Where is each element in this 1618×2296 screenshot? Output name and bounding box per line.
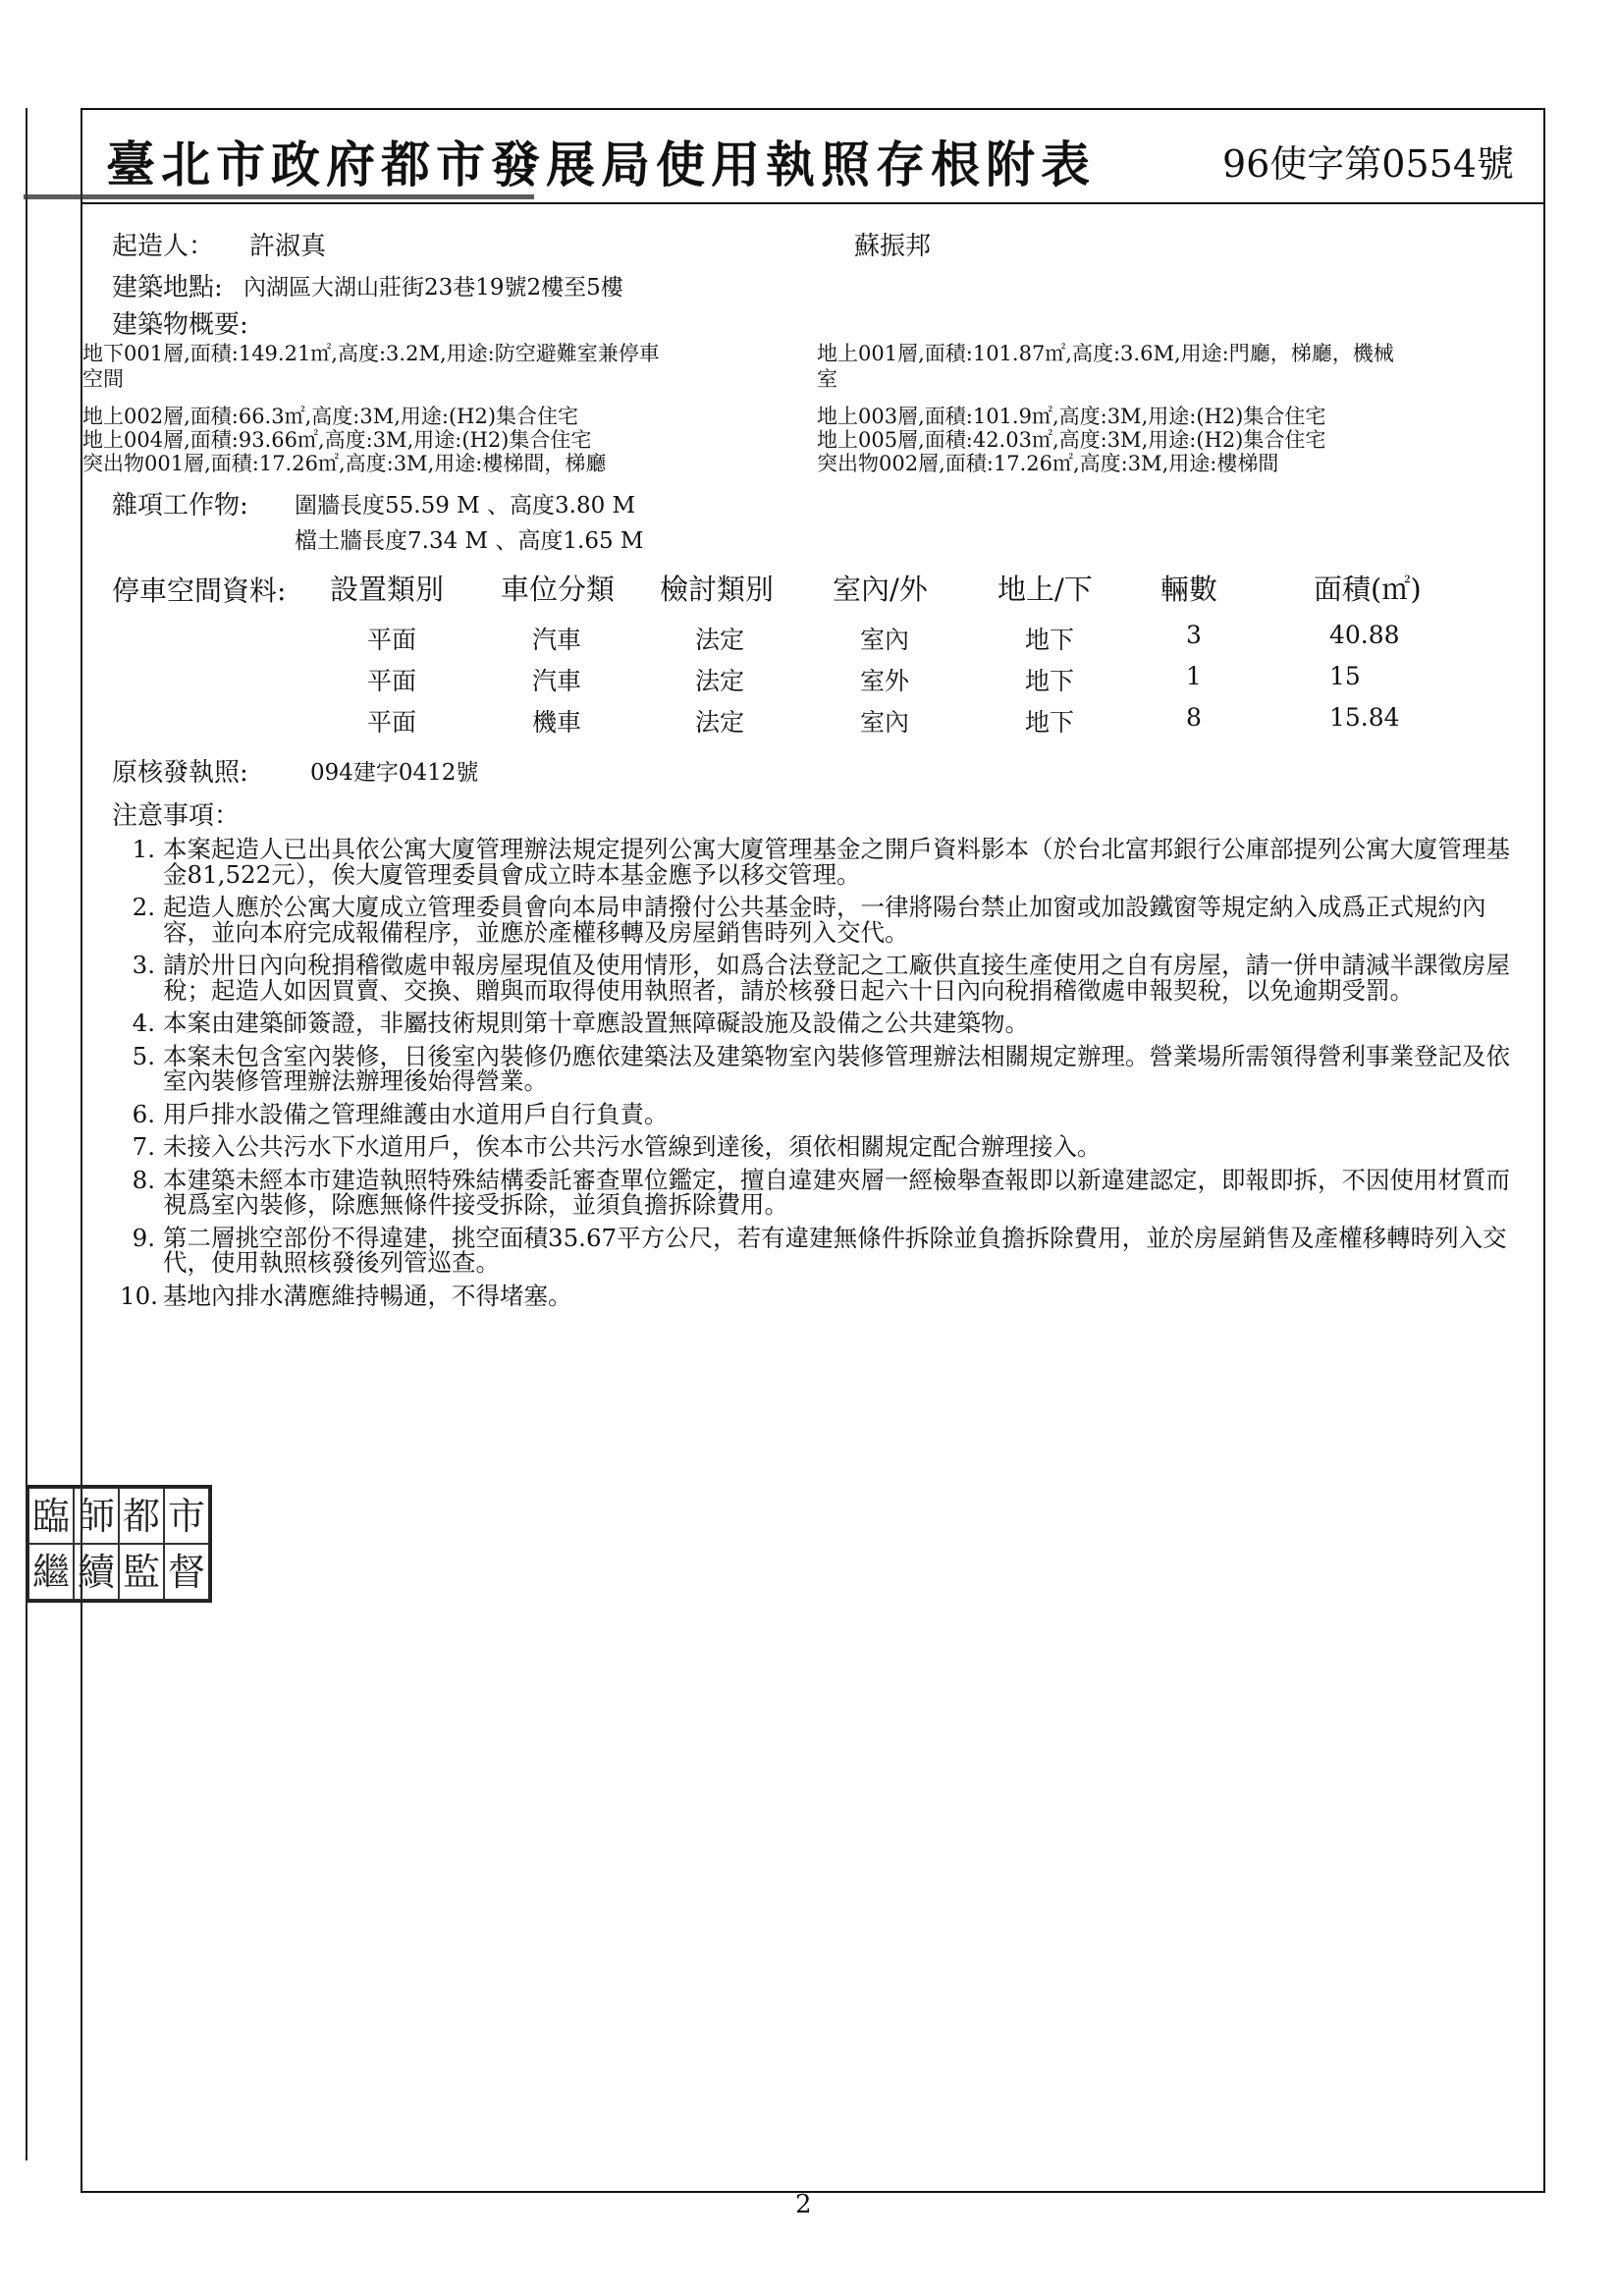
notes-label: 注意事項：	[112, 801, 241, 831]
official-seal-stamp: 臨 師 都 市 繼 續 監 督	[26, 1485, 212, 1603]
note-item: 7. 未接入公共污水下水道用戶，俟本市公共污水管線到達後，須依相關規定配合辦理接入。	[132, 1132, 1102, 1161]
parking-header-count: 輛數	[1160, 573, 1218, 606]
parking-cell: 地下	[1025, 667, 1075, 695]
floor-b001-cont: 空間	[82, 367, 124, 391]
parking-cell: 法定	[695, 667, 745, 695]
parking-cell: 15.84	[1329, 703, 1400, 732]
notes-list	[120, 837, 1534, 1316]
parking-cell: 法定	[695, 626, 745, 654]
note-item: 6. 用戶排水設備之管理維護由水道用戶自行負責。	[132, 1099, 669, 1128]
floor-004: 地上004層,面積:93.66㎡,高度:3M,用途:(H2)集合住宅	[82, 428, 592, 452]
parking-label: 停車空間資料:	[112, 574, 287, 607]
note-item: 10. 基地內排水溝應維持暢通，不得堵塞。	[120, 1281, 572, 1310]
parking-cell: 1	[1186, 662, 1202, 690]
parking-header-class: 車位分類	[501, 573, 616, 606]
note-item: 5. 本案未包含室內裝修，日後室內裝修仍應依建築法及建築物室內裝修管理辦法相關規定辦理。營業場所需領得營利事業登記及依室內裝修管理辦法辦理後始得營業。	[132, 1041, 1510, 1095]
parking-cell: 8	[1186, 703, 1202, 732]
floor-roof-001: 突出物001層,面積:17.26㎡,高度:3M,用途:樓梯間，梯廳	[82, 452, 607, 475]
parking-header-type: 設置類別	[330, 573, 445, 606]
parking-cell: 40.88	[1329, 621, 1400, 649]
note-item: 2. 起造人應於公寓大廈成立管理委員會向本局申請撥付公共基金時，一律將陽台禁止加窗或加設鐵窗等規定納入成爲正式規約內容，並向本府完成報備程序，並應於產權移轉及房屋銷售時列入交代。	[132, 893, 1486, 947]
floor-002: 地上002層,面積:66.3㎡,高度:3M,用途:(H2)集合住宅	[82, 405, 579, 428]
site-label: 建築地點:	[112, 273, 223, 302]
parking-header-area: 面積(㎡)	[1314, 573, 1422, 606]
scan-smear	[24, 194, 534, 199]
floor-001-cont: 室	[817, 367, 837, 391]
parking-header-indoor: 室內/外	[833, 573, 928, 606]
parking-cell: 汽車	[532, 667, 582, 695]
parking-cell: 機車	[532, 708, 582, 737]
applicant-name-2: 蘇振邦	[854, 232, 932, 261]
parking-cell: 平面	[367, 708, 417, 737]
floor-005: 地上005層,面積:42.03㎡,高度:3M,用途:(H2)集合住宅	[817, 428, 1326, 452]
document-frame	[31, 108, 1545, 2193]
page-number: 2	[795, 2190, 812, 2219]
parking-cell: 室內	[860, 626, 910, 654]
parking-cell: 地下	[1025, 708, 1075, 737]
floor-roof-002: 突出物002層,面積:17.26㎡,高度:3M,用途:樓梯間	[817, 452, 1279, 475]
note-item: 4. 本案由建築師簽證，非屬技術規則第十章應設置無障礙設施及設備之公共建築物。	[132, 1009, 1029, 1037]
floor-b001: 地下001層,面積:149.21㎡,高度:3.2M,用途:防空避難室兼停車	[82, 342, 660, 365]
parking-cell: 法定	[695, 708, 745, 737]
applicant-label: 起造人：	[112, 232, 215, 261]
parking-cell: 15	[1329, 662, 1361, 690]
original-permit-value: 094建字0412號	[310, 760, 479, 786]
note-item: 1. 本案起造人已出具依公寓大廈管理辦法規定提列公寓大廈管理基金之開戶資料影本（於台北富邦銀行公庫部提列公寓大廈管理基金81,522元），俟大廈管理委員會成立時本基金應予以移交管理。	[132, 835, 1510, 889]
parking-cell: 室外	[860, 667, 910, 695]
floor-003: 地上003層,面積:101.9㎡,高度:3M,用途:(H2)集合住宅	[817, 405, 1326, 428]
floor-001: 地上001層,面積:101.87㎡,高度:3.6M,用途:門廳，梯廳，機械	[817, 342, 1394, 365]
parking-cell: 平面	[367, 667, 417, 695]
parking-header-level: 地上/下	[998, 573, 1093, 606]
misc-works-label: 雜項工作物:	[112, 491, 248, 520]
applicant-name-1: 許淑真	[249, 232, 327, 261]
parking-cell: 地下	[1025, 626, 1075, 654]
permit-number: 96使字第0554號	[1221, 142, 1514, 186]
note-item: 3. 請於卅日內向稅捐稽徵處申報房屋現值及使用情形，如爲合法登記之工廠供直接生產使用之自有房屋，請一併申請減半課徵房屋稅；起造人如因買賣、交換、贈與而取得使用執照者，請於核發日起六十日內向稅捐稽徵處申報契稅，以免逾期受罰。	[132, 951, 1510, 1005]
parking-cell: 平面	[367, 626, 417, 654]
left-margin-rule	[26, 108, 27, 2160]
document-title: 臺北市政府都市發展局使用執照存根附表	[106, 136, 1096, 193]
site-address: 內湖區大湖山莊街23巷19號2樓至5樓	[243, 275, 623, 301]
overview-label: 建築物概要:	[112, 310, 248, 340]
parking-cell: 3	[1186, 621, 1202, 649]
parking-cell: 汽車	[532, 626, 582, 654]
misc-retaining-wall: 檔土牆長度7.34 M 、高度1.65 M	[295, 528, 644, 554]
header	[82, 110, 1543, 204]
note-item: 8. 本建築未經本市建造執照特殊結構委託審查單位鑑定，擅自違建夾層一經檢舉查報即以新違建認定，即報即拆，不因使用材質而視爲室內裝修，除應無條件接受拆除，並須負擔拆除費用。	[132, 1165, 1510, 1219]
original-permit-label: 原核發執照:	[112, 758, 248, 788]
parking-cell: 室內	[860, 708, 910, 737]
parking-header-review: 檢討類別	[660, 573, 775, 606]
misc-wall: 圍牆長度55.59 M 、高度3.80 M	[295, 493, 636, 519]
note-item: 9. 第二層挑空部份不得違建，挑空面積35.67平方公尺，若有違建無條件拆除並負擔拆除費用，並於房屋銷售及產權移轉時列入交代，使用執照核發後列管巡查。	[132, 1223, 1507, 1277]
